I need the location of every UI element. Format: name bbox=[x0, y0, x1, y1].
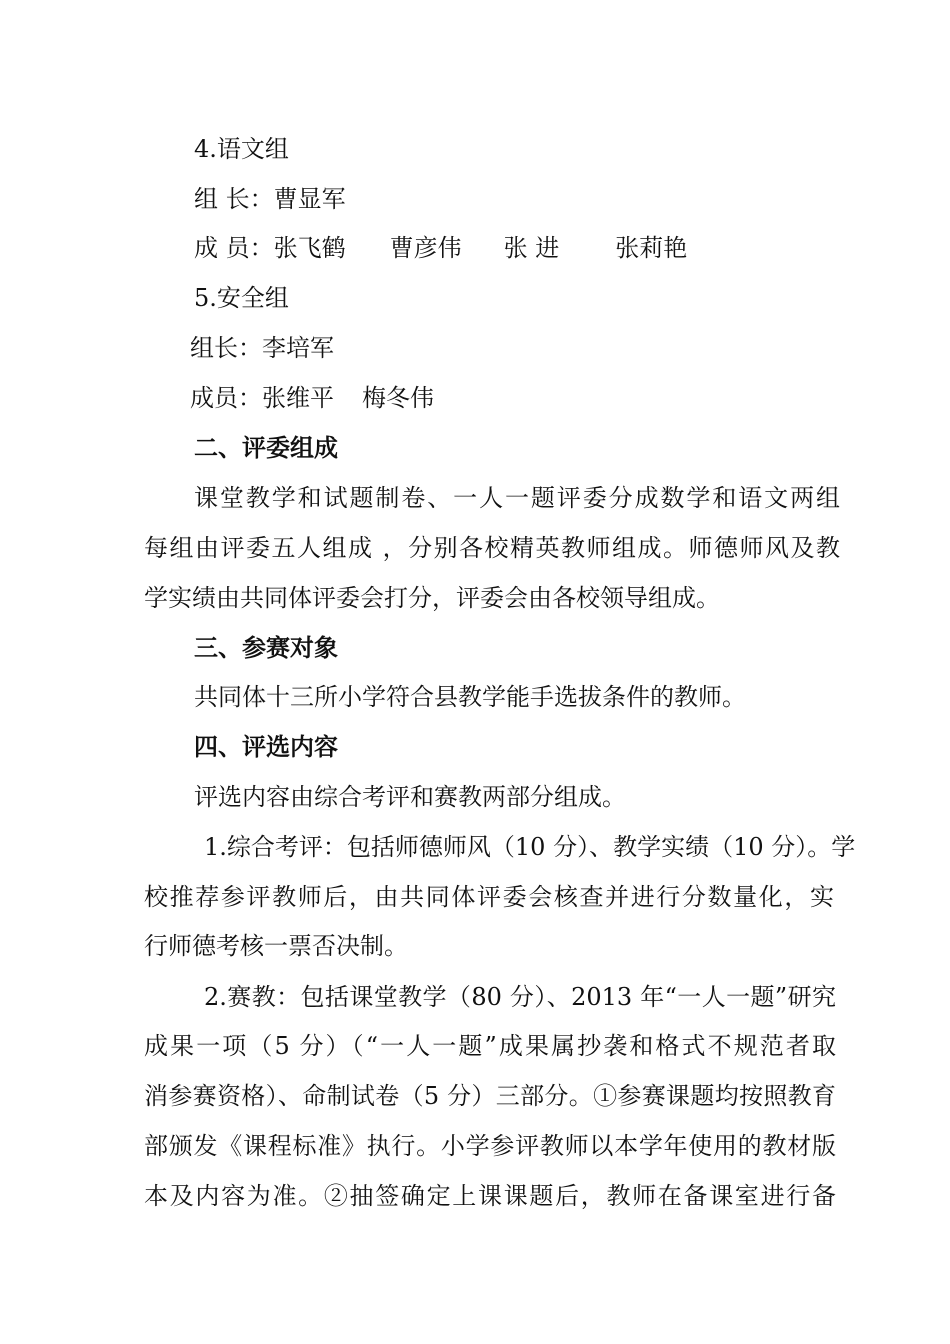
group4-member: 张飞鹤 bbox=[273, 234, 346, 262]
group4-members bbox=[194, 230, 894, 266]
group4-member: 张莉艳 bbox=[615, 234, 688, 262]
section2-line: 课堂教学和试题制卷、一人一题评委分成数学和语文两组 bbox=[194, 484, 840, 512]
group5-member: 梅冬伟 bbox=[362, 384, 434, 412]
group4-title: 4.语文组 bbox=[194, 135, 289, 163]
item2-line: 2.赛教：包括课堂教学（80 分）、2013 年“一人一题”研究 bbox=[204, 983, 836, 1011]
item1-line: 1.综合考评：包括师德师风（10 分）、教学实绩（10 分）。学 bbox=[204, 833, 856, 861]
item2-line: 成果一项（5 分）（“一人一题”成果属抄袭和格式不规范者取 bbox=[144, 1032, 836, 1060]
section4-heading: 四、评选内容 bbox=[194, 733, 338, 761]
section4-intro: 评选内容由综合考评和赛教两部分组成。 bbox=[194, 783, 626, 811]
section2-line: 每组由评委五人组成 ，分别各校精英教师组成。师德师风及教 bbox=[144, 534, 840, 562]
section2-heading: 二、评委组成 bbox=[194, 434, 338, 462]
item2-line: 消参赛资格）、命制试卷（5 分）三部分。①参赛课题均按照教育 bbox=[144, 1082, 836, 1110]
group5-member: 张维平 bbox=[262, 384, 334, 412]
item2-line: 部颁发《课程标准》执行。小学参评教师以本学年使用的教材版 bbox=[144, 1132, 836, 1160]
group4-member: 张 进 bbox=[503, 234, 560, 262]
group4-members-label: 成 员： bbox=[194, 234, 274, 262]
item1-line: 校推荐参评教师后，由共同体评委会核查并进行分数量化，实 bbox=[144, 883, 834, 911]
group4-leader: 组 长：曹显军 bbox=[194, 185, 346, 213]
group5-title: 5.安全组 bbox=[194, 284, 289, 312]
item1-line: 行师德考核一票否决制。 bbox=[144, 932, 408, 960]
item2-line: 本及内容为准。②抽签确定上课课题后，教师在备课室进行备 bbox=[144, 1182, 836, 1210]
group5-members bbox=[190, 380, 890, 416]
group5-leader: 组长：李培军 bbox=[190, 334, 334, 362]
section3-heading: 三、参赛对象 bbox=[194, 634, 338, 662]
group4-member: 曹彦伟 bbox=[389, 234, 462, 262]
section3-line: 共同体十三所小学符合县教学能手选拔条件的教师。 bbox=[194, 683, 746, 711]
section2-line: 学实绩由共同体评委会打分，评委会由各校领导组成。 bbox=[144, 584, 720, 612]
group5-members-label: 成员： bbox=[190, 384, 262, 412]
